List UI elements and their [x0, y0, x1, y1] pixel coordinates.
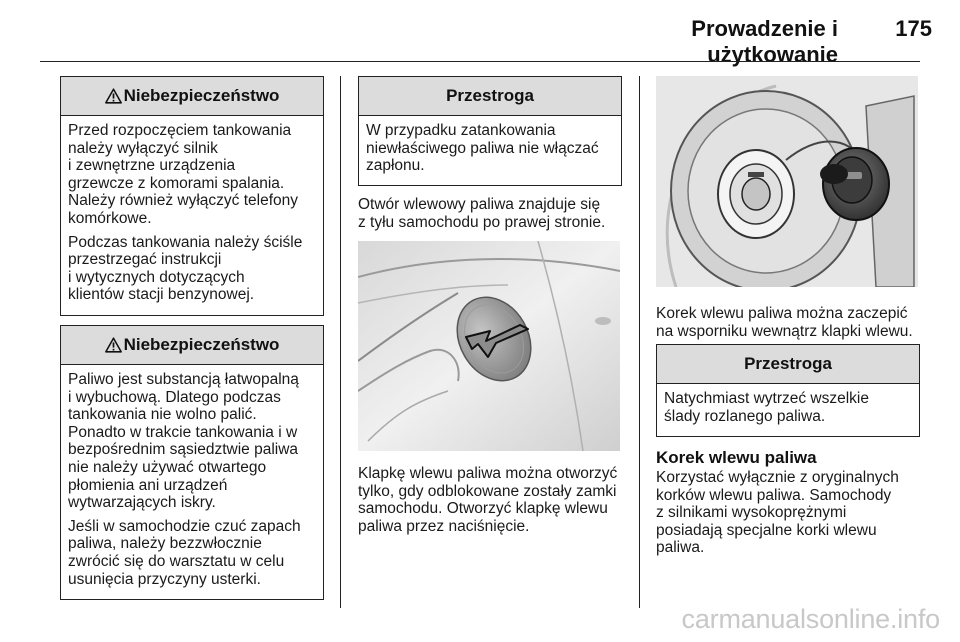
warning-box-1-paragraph-1: Przed rozpoczęciem tankowania należy wyłączyć silnik i zewnętrzne urządzenia grzewcze z komorami spalania. Należy również wyłączyć telefony komórkowe.: [68, 122, 299, 227]
header-rule: [40, 61, 920, 62]
warning-box-1-header: [61, 77, 323, 116]
warning-box-2-header: [61, 326, 323, 365]
caution-box-right-title: Przestroga: [744, 354, 832, 373]
page-header-title: Prowadzenie i użytkowanie: [691, 16, 838, 67]
caution-box-middle-body: [359, 116, 621, 175]
warning-box-2-body: [61, 365, 323, 588]
warning-box-1-title: Niebezpieczeństwo: [123, 86, 280, 105]
column-divider-right: [639, 76, 640, 608]
fuel-flap-illustration: [358, 241, 620, 451]
caution-box-middle: [358, 76, 622, 186]
caution-box-right: [656, 344, 920, 437]
page-number: 175: [895, 16, 932, 41]
filler-cap-hanging-text: Korek wlewu paliwa można zaczepić na wsporniku wewnątrz klapki wlewu.: [656, 305, 913, 340]
warning-box-2: [60, 325, 324, 600]
warning-triangle-icon: [105, 337, 122, 353]
warning-box-2-paragraph-2: Jeśli w samochodzie czuć zapach paliwa, należy bezzwłocznie zwrócić się do warsztatu w celu usunięcia przyczyny usterki.: [68, 517, 301, 588]
filler-cap-section-text: Korzystać wyłącznie z oryginalnych korków wlewu paliwa. Samochody z silnikami wysokoprężnymi posiadają specjalne korki wlewu paliwa.: [656, 469, 899, 557]
caution-box-middle-text: W przypadku zatankowania niewłaściwego paliwa nie włączać zapłonu.: [366, 122, 599, 175]
caution-box-middle-title: Przestroga: [446, 86, 534, 105]
section-heading-filler-cap: Korek wlewu paliwa: [656, 448, 817, 467]
warning-triangle-icon: [105, 88, 122, 104]
warning-box-1: [60, 76, 324, 316]
watermark: carmanualsonline.info: [681, 604, 940, 634]
caution-box-middle-header: [359, 77, 621, 116]
fuel-flap-drawing: [358, 241, 620, 451]
fuel-filler-location-text: Otwór wlewowy paliwa znajduje się z tyłu samochodu po prawej stronie.: [358, 196, 606, 231]
fuel-flap-opening-text: Klapkę wlewu paliwa można otworzyć tylko, gdy odblokowane zostały zamki samochodu. Otworzyć klapkę wlewu paliwa przez naciśnięcie.: [358, 465, 618, 535]
warning-box-2-title: Niebezpieczeństwo: [123, 335, 280, 354]
filler-cap-illustration: [656, 76, 918, 287]
caution-box-right-text: Natychmiast wytrzeć wszelkie ślady rozlanego paliwa.: [664, 390, 869, 425]
filler-cap-drawing: [656, 76, 918, 287]
column-divider-left: [340, 76, 341, 608]
caution-box-right-header: [657, 345, 919, 384]
caution-box-right-body: [657, 384, 919, 425]
warning-box-1-body: [61, 116, 323, 304]
warning-box-2-paragraph-1: Paliwo jest substancją łatwopalną i wybuchową. Dlatego podczas tankowania nie wolno palić. Ponadto w trakcie tankowania i w bezpośrednim sąsiedztwie paliwa nie należy używać otwartego płomienia ani urządzeń wytwarzających iskry.: [68, 371, 299, 512]
warning-box-1-paragraph-2: Podczas tankowania należy ściśle przestrzegać instrukcji i wytycznych dotyczących klientów stacji benzynowej.: [68, 233, 303, 304]
